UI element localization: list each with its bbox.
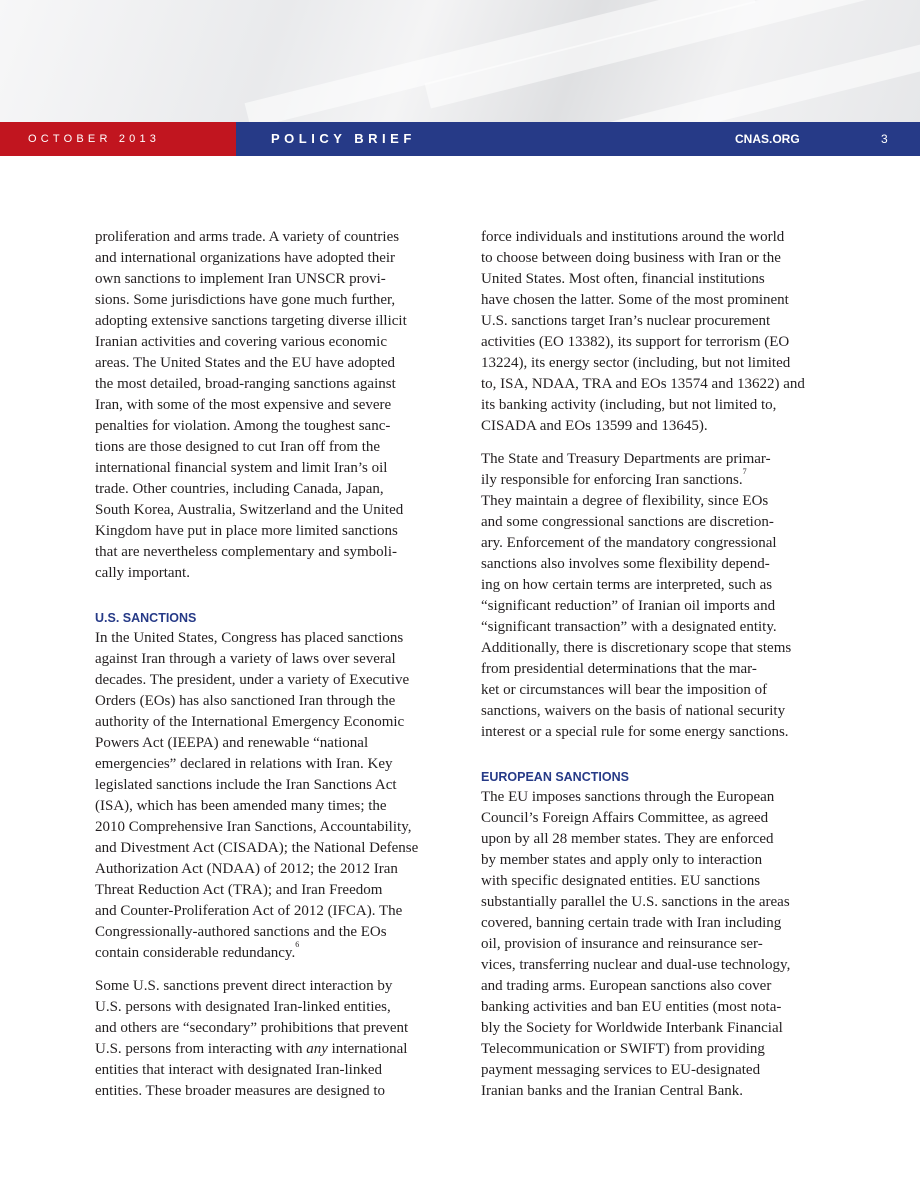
text-line: sions. Some jurisdictions have gone much further, [95,292,396,308]
text-run: U.S. persons from interacting with [95,1041,307,1057]
footnote-ref-7: 7 [742,467,747,476]
text-line: sanctions, waivers on the basis of national security [481,703,786,719]
text-line: ing on how certain terms are interpreted, such as [481,577,773,593]
text-line: authority of the International Emergency Economic [95,714,405,730]
text-line: Congressionally-authored sanctions and the EOs [95,924,387,940]
text-line: 2010 Comprehensive Iran Sanctions, Accountability, [95,819,412,835]
text-line: ket or circumstances will bear the imposition of [481,682,768,698]
text-line [481,467,833,491]
text-line: “significant reduction” of Iranian oil imports and [481,598,776,614]
series-title: POLICY BRIEF [271,131,416,146]
text-line: Orders (EOs) has also sanctioned Iran through the [95,693,396,709]
text-line: banking activities and ban EU entities (most nota- [481,999,782,1015]
page-number: 3 [881,132,888,146]
text-line: the most detailed, broad-ranging sanctions against [95,376,396,392]
text-line: The State and Treasury Departments are primar- [481,451,771,467]
text-line: to, ISA, NDAA, TRA and EOs 13574 and 13622) and [481,376,805,392]
text-line: vices, transferring nuclear and dual-use technology, [481,957,791,973]
text-line: U.S. sanctions target Iran’s nuclear procurement [481,313,771,329]
paragraph-european-sanctions [481,787,833,1102]
text-line: penalties for violation. Among the toughest sanc- [95,418,391,434]
text-line: substantially parallel the U.S. sanctions in the areas [481,894,790,910]
text-line: cally important. [95,565,190,581]
text-line: own sanctions to implement Iran UNSCR provi- [95,271,386,287]
text-line: bly the Society for Worldwide Interbank Financial [481,1020,783,1036]
text-line: (ISA), which has been amended many times; the [95,798,387,814]
text-line: trade. Other countries, including Canada, Japan, [95,481,384,497]
text-line: and international organizations have adopted their [95,250,396,266]
text-line: entities that interact with designated Iran-linked [95,1062,382,1078]
text-line: Threat Reduction Act (TRA); and Iran Freedom [95,882,383,898]
paragraph-enforcement [481,449,833,743]
text-line: “significant transaction” with a designated entity. [481,619,777,635]
text-line: covered, banning certain trade with Iran including [481,915,782,931]
text-line: Iran, with some of the most expensive and severe [95,397,392,413]
text-line: emergencies” declared in relations with Iran. Key [95,756,393,772]
text-line: activities (EO 13382), its support for terrorism (EO [481,334,790,350]
header-date-panel [0,122,236,156]
left-column [95,227,447,1114]
text-line: entities. These broader measures are designed to [95,1083,386,1099]
text-line: Council’s Foreign Affairs Committee, as agreed [481,810,769,826]
text-line: have chosen the latter. Some of the most prominent [481,292,789,308]
text-line: CISADA and EOs 13599 and 13645). [481,418,708,434]
text-line: 13224), its energy sector (including, but not limited [481,355,791,371]
text-line: against Iran through a variety of laws over several [95,651,396,667]
text-line: U.S. persons with designated Iran-linked entities, [95,999,391,1015]
text-line: Powers Act (IEEPA) and renewable “national [95,735,369,751]
text-line: United States. Most often, financial institutions [481,271,765,287]
text-line: contain considerable redundancy.$^6$ [95,940,300,961]
text-line: proliferation and arms trade. A variety of countries [95,229,400,245]
text-line: and others are “secondary” prohibitions that prevent [95,1020,409,1036]
header-banner-image [0,0,920,122]
text-line: Kingdom have put in place more limited sanctions [95,523,398,539]
site-link[interactable]: CNAS.ORG [735,132,800,146]
text-line: and Counter-Proliferation Act of 2012 (IFCA). The [95,903,403,919]
text-line: payment messaging services to EU-designated [481,1062,761,1078]
text-line: by member states and apply only to interaction [481,852,763,868]
paragraph-intro [95,227,447,584]
text-line: adopting extensive sanctions targeting diverse illicit [95,313,407,329]
text-line: Some U.S. sanctions prevent direct interaction by [95,978,393,994]
text-line: ary. Enforcement of the mandatory congressional [481,535,777,551]
header-bar [0,122,920,156]
text-line: interest or a special rule for some energy sanctions. [481,724,789,740]
text-line: its banking activity (including, but not limited to, [481,397,777,413]
text-line: Additionally, there is discretionary scope that stems [481,640,792,656]
text-line: In the United States, Congress has placed sanctions [95,630,404,646]
section-heading-european-sanctions: EUROPEAN SANCTIONS [481,770,629,784]
header-title-panel [236,122,920,156]
text-line: They maintain a degree of flexibility, since EOs [481,493,769,509]
text-line: decades. The president, under a variety of Executive [95,672,410,688]
text-line: from presidential determinations that the mar- [481,661,757,677]
text-line: areas. The United States and the EU have adopted [95,355,396,371]
text-line: legislated sanctions include the Iran Sanctions Act [95,777,397,793]
paragraph-us-targets [481,227,833,437]
text-line: Telecommunication or SWIFT) from providing [481,1041,765,1057]
issue-date: OCTOBER 2013 [28,133,161,145]
text-line: The EU imposes sanctions through the European [481,789,775,805]
text-line: tions are those designed to cut Iran off from the [95,439,381,455]
text-line: with specific designated entities. EU sanctions [481,873,761,889]
footnote-ref-6: 6 [295,940,300,949]
text-line [95,1039,447,1060]
emphasis-any: any [306,1041,328,1057]
text-line: force individuals and institutions around the world [481,229,785,245]
text-line: Iranian banks and the Iranian Central Bank. [481,1083,743,1099]
text-line: and trading arms. European sanctions also cover [481,978,772,994]
paragraph-secondary-sanctions [95,976,447,1102]
text-line: Authorization Act (NDAA) of 2012; the 2012 Iran [95,861,398,877]
text-line: upon by all 28 member states. They are enforced [481,831,774,847]
text-line: international financial system and limit Iran’s oil [95,460,388,476]
text-run: ily responsible for enforcing Iran sanctions. [481,472,743,488]
text-line: and some congressional sanctions are discretion- [481,514,774,530]
text-line: to choose between doing business with Iran or the [481,250,781,266]
text-run: international [327,1041,408,1057]
right-column [481,227,833,1114]
text-line: oil, provision of insurance and reinsurance ser- [481,936,763,952]
text-line: Iranian activities and covering various economic [95,334,387,350]
text-line: that are nevertheless complementary and symboli- [95,544,397,560]
paragraph-us-sanctions [95,628,447,964]
text-line: and Divestment Act (CISADA); the National Defense [95,840,419,856]
text-line: sanctions also involves some flexibility depend- [481,556,770,572]
section-heading-us-sanctions: U.S. SANCTIONS [95,611,197,625]
text-line: South Korea, Australia, Switzerland and the United [95,502,404,518]
